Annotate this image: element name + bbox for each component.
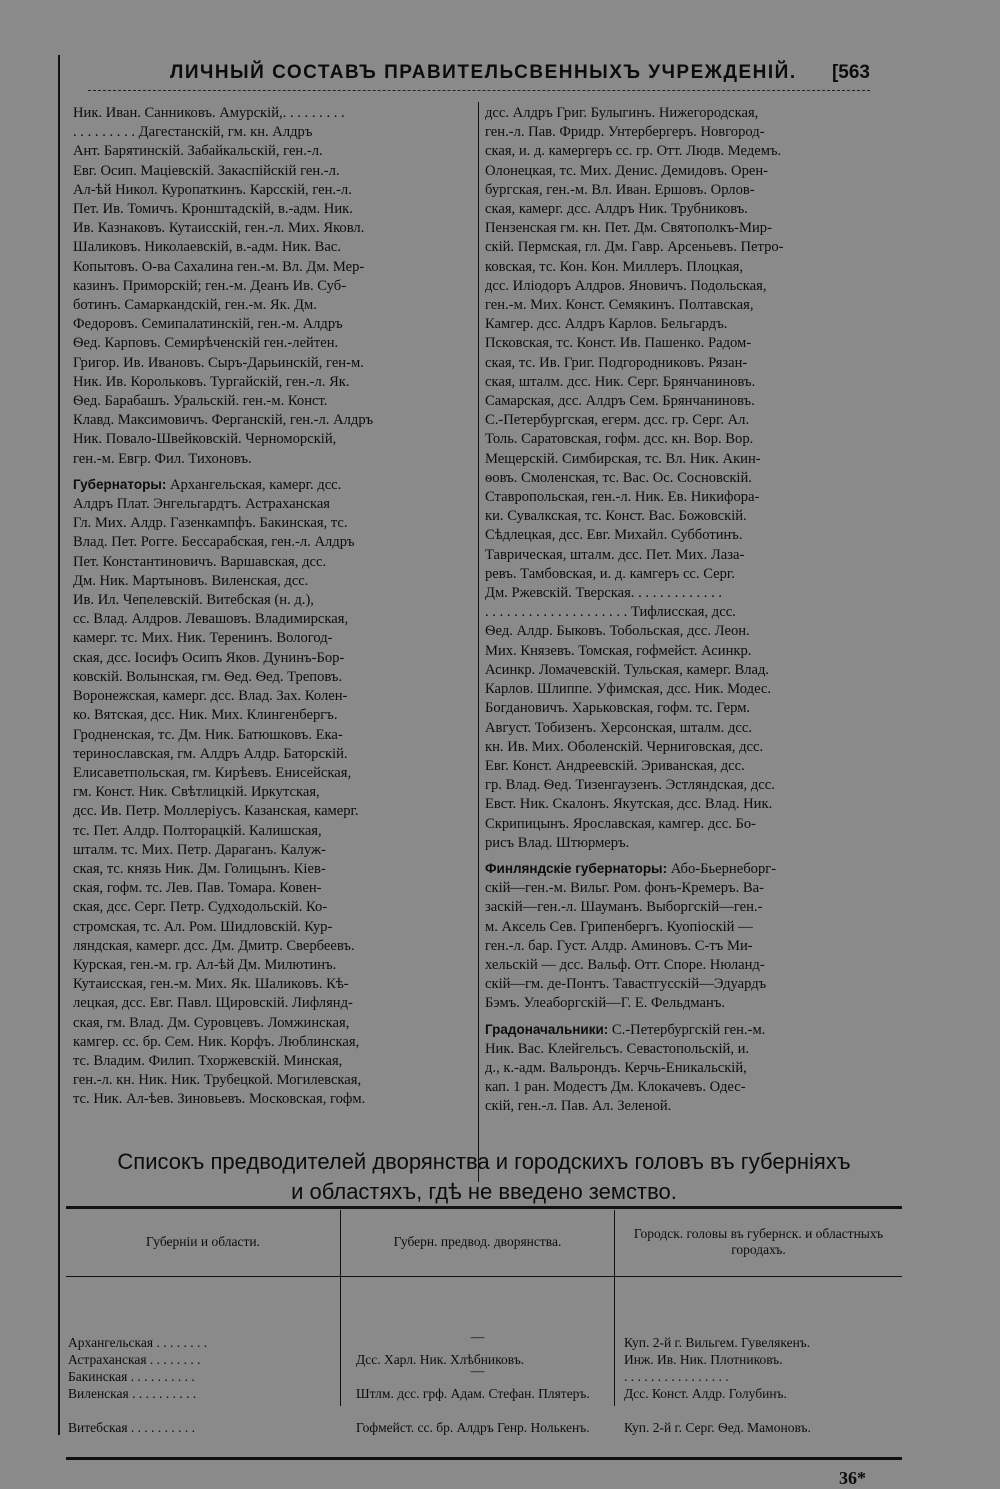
text-line: Влад. Пет. Рогге. Бессарабская, ген.-л. Алдръ [73,534,355,551]
text-line: Ѳед. Карповъ. Семирѣченскiй ген.-лейтен. [73,335,339,352]
table-row-pred: Гофмейст. сс. бр. Алдръ Генр. Нолькенъ. [356,1420,590,1435]
text-line: Воронежская, камерг. дсс. Влад. Зах. Колен- [73,688,348,705]
text-line: Карлов. Шлиппе. Уфимская, дсс. Ник. Модес. [485,681,772,698]
table-top-rule [66,1206,902,1209]
list-title [58,1147,910,1207]
table-row-pred: Штлм. дсс. грф. Адам. Стефан. Плятеръ. [356,1386,590,1401]
text-line: стромская, тс. Ал. Ром. Шидловскiй. Кур- [73,918,333,935]
header-marshal: Губерн. предвод. дворянства. [393,1234,562,1249]
table-row-gub: Архангельская . . . . . . . . [68,1335,208,1350]
text-line: сс. Влад. Алдров. Левашовъ. Владимирская, [73,611,349,628]
header-mayor: Городск. головы въ губернск. и областныхъ городахъ. [633,1226,884,1257]
text-line: тс. Владим. Филип. Тхоржевскiй. Минская, [73,1052,343,1069]
text-line: Федоровъ. Семипалатинскiй, ген.-м. Алдръ [73,316,343,333]
table-row-gol: Куп. 2-й г. Серг. Ѳед. Мамоновъ. [624,1420,811,1435]
text-line: Градоначальники: С.-Петербургскiй ген.-м. [485,1021,766,1038]
text-line: ген.-л. кн. Ник. Ник. Трубецкой. Могилевская, [73,1072,362,1089]
text-line: теринославская, гм. Алдръ Алдр. Баторскiй. [73,745,348,762]
text-line: лецкая, дсс. Евг. Павл. Щировскiй. Лифлянд- [73,995,353,1012]
running-title: ЛИЧНЫЙ СОСТАВЪ ПРАВИТЕЛЬСВЕННЫХЪ УЧРЕЖДЕНIЙ. [170,62,797,83]
text-line: ки. Сувалкская, тс. Конст. Вас. Божовскiй. [485,508,747,525]
text-line: Ѳед. Алдр. Быковъ. Тобольская, дсс. Леон. [485,623,750,640]
text-line: ская, дсс. Серг. Петр. Судходольскiй. Ко- [73,899,328,916]
text-line: Ант. Барятинскiй. Забайкальскiй, ген.-л. [73,143,323,160]
text-line: Копытовъ. О-ва Сахалина ген.-м. Вл. Дм. Мер- [73,258,365,275]
nobility-table [66,1210,902,1406]
table-row-gub: Бакинская . . . . . . . . . . [68,1369,195,1384]
text-line: Таврическая, шталм. дсс. Пет. Мих. Лаза- [485,546,745,563]
text-line: Шаликовъ. Николаевскiй, в.-адм. Ник. Вас. [73,239,341,256]
text-line: Пет. Константиновичъ. Варшавская, дсс. [73,553,327,570]
section-heading: Градоначальники: [485,1021,609,1037]
text-line: . . . . . . . . . . . . . . . . . . . . Тифлисская, дсс. [485,604,736,621]
text-line: ген.-л. Пав. Фридр. Унтербергеръ. Новгород- [485,124,765,141]
table-row-pred: — [470,1329,485,1344]
section-heading: Финляндскiе губернаторы: [485,860,668,876]
list-title-line-1: Списокъ предводителей дворянства и городскихъ головъ въ губернiяхъ [117,1149,851,1174]
text-line: ковскiй. Волынская, гм. Ѳед. Ѳед. Треповъ. [73,668,343,685]
text-line: Финляндскiе губернаторы: Або-Бьернеборг- [485,860,777,877]
text-line: Мих. Князевъ. Томская, гофмейст. Асинкр. [485,642,752,659]
document-page [58,52,910,1488]
text-line: дсс. Илiодоръ Алдров. Яновичъ. Подольская, [485,277,767,294]
list-title-line-2: и областяхъ, гдѣ не введено земство. [291,1179,677,1204]
header-rule [88,90,870,97]
table-row-gol: Инж. Ив. Ник. Плотниковъ. [624,1352,783,1367]
text-line: Евст. Ник. Скалонъ. Якутская, дсс. Влад. Ник. [485,796,773,813]
text-line: Скрипицынъ. Ярославская, камгер. дсс. Бо- [485,815,757,832]
text-line: Богдановичъ. Харьковская, гофм. тс. Герм. [485,700,751,717]
text-line: Елисаветпольская, гм. Кирѣевъ. Енисейская, [73,764,352,781]
text-line: заскiй—ген.-л. Шауманъ. Выборгскiй—ген.- [485,899,763,916]
text-line: камгер. сс. бр. Сем. Ник. Корфъ. Люблинская, [73,1033,360,1050]
text-line: Дм. Ржевскiй. Тверская. . . . . . . . . . . . . [485,585,723,602]
column-divider [478,102,479,1182]
section-heading: Губернаторы: [73,476,167,492]
text-line: ская, дсс. Iосифъ Осипъ Яков. Дунинъ-Бор- [73,649,345,666]
table-row-gol: Дсс. Конст. Алдр. Голубинъ. [624,1386,787,1401]
text-line: Ал-ѣй Никол. Куропаткинъ. Карсскiй, ген.-л. [73,181,352,198]
text-line: Гл. Мих. Алдр. Газенкампфъ. Бакинская, тс. [73,515,348,532]
text-line: Курская, ген.-м. гр. Ал-ѣй Дм. Милютинъ. [73,956,337,973]
text-line: ген.-м. Евгр. Фил. Тихоновъ. [73,450,252,467]
text-line: Ник. Ив. Корольковъ. Тургайскiй, ген.-л. Як. [73,373,350,390]
text-line: Пензенская гм. кн. Пет. Дм. Святополкъ-Мир- [485,220,772,237]
header-governorate: Губернiи и области. [146,1234,260,1249]
text-line: Дм. Ник. Мартыновъ. Виленская, дсс. [73,572,309,589]
table-row-gub: Виленская . . . . . . . . . . [68,1386,197,1401]
text-line: ская, гм. Влад. Дм. Суровцевъ. Ломжинская, [73,1014,350,1031]
text-line: ѳовъ. Смоленская, тс. Вас. Ос. Сосновскiй. [485,469,752,486]
text-line: Ставропольская, ген.-л. Ник. Ев. Никифора- [485,489,760,506]
text-line: ская, тс. князь Ник. Дм. Голицынъ. Кiев- [73,860,326,877]
text-line: Мещерскiй. Симбирская, тс. Вл. Ник. Акин- [485,450,761,467]
table-row-pred: Дсс. Харл. Ник. Хлѣбниковъ. [356,1352,525,1367]
text-line: бургская, ген.-м. Вл. Иван. Ершовъ. Орлов- [485,181,755,198]
text-line: ботинъ. Самаркандскiй, ген.-м. Як. Дм. [73,297,317,314]
text-line: ген.-м. Мих. Конст. Семякинъ. Полтавская, [485,297,754,314]
text-line: ляндская, камерг. дсс. Дм. Дмитр. Свербеевъ. [73,937,355,954]
text-line: камерг. тс. Мих. Ник. Теренинъ. Вологод- [73,630,333,647]
text-line: Евг. Осип. Мацiевскiй. Закаспiйскiй ген.-л. [73,162,340,179]
text-line: тс. Ник. Ал-ѣев. Зиновьевъ. Московская, гофм. [73,1091,366,1108]
text-line: д., к.-адм. Вальрондъ. Керчь-Еникальскiй, [485,1059,747,1076]
text-line: м. Аксель Сев. Грипенбергъ. Куопiоскiй — [485,918,753,935]
right-column [485,104,877,1117]
text-line: скiй—гм. де-Понтъ. Тавастгусскiй—Эдуардъ [485,976,767,993]
text-line: скiй. Пермская, гл. Дм. Гавр. Арсеньевъ. Петро- [485,239,784,256]
text-line: С.-Петербургская, егерм. дсс. гр. Серг. Ал. [485,412,750,429]
text-line: . . . . . . . . . Дагестанскiй, гм. кн. Алдръ [73,124,313,141]
text-line: Август. Тобизенъ. Херсонская, шталм. дсс. [485,719,752,736]
text-line: Бэмъ. Улеаборгскiй—Г. Е. Фельдманъ. [485,995,726,1012]
text-line: ко. Вятская, дсс. Ник. Мих. Клингенбергъ. [73,707,338,724]
text-line: дсс. Алдръ Григ. Булыгинъ. Нижегородская, [485,105,759,121]
text-line: дсс. Ив. Петр. Моллерiусъ. Казанская, камерг. [73,803,359,820]
text-line: ген.-л. бар. Густ. Алдр. Аминовъ. С-тъ Ми- [485,937,753,954]
text-line: Ив. Ил. Чепелевскiй. Витебская (н. д.), [73,592,314,609]
table-header-rule [66,1276,902,1277]
table-row-gol: Куп. 2-й г. Вильгем. Гувелякенъ. [624,1335,811,1350]
table-bottom-rule [66,1457,902,1460]
text-line: Ѳед. Барабашъ. Уральскiй. ген.-м. Конст. [73,393,328,410]
text-line: тс. Пет. Алдр. Полторацкiй. Калишская, [73,822,322,839]
text-line: гр. Влад. Ѳед. Тизенгаузенъ. Эстляндская, дсс. [485,777,775,794]
text-line: ская, шталм. дсс. Ник. Серг. Брянчаниновъ. [485,373,756,390]
text-line: кап. 1 ран. Модестъ Дм. Клокачевъ. Одес- [485,1079,746,1096]
text-line: Пет. Ив. Томичъ. Кронштадскiй, в.-адм. Ник. [73,201,353,218]
text-line: Ник. Повало-Швейковскiй. Черноморскiй, [73,431,337,448]
text-line: скiй—ген.-м. Вильг. Ром. фонъ-Кремеръ. Ва- [485,880,764,897]
text-line: Самарская, дсс. Алдръ Сем. Брянчаниновъ. [485,393,755,410]
text-line: ская, и. д. камергеръ сс. гр. Отт. Людв. Медемъ. [485,143,782,160]
page-header [58,62,910,92]
page-number: [563 [831,62,870,83]
text-line: ская, камерг. дсс. Алдръ Ник. Трубниковъ. [485,201,748,218]
text-line: Кутаисская, ген.-м. Мих. Як. Шаликовъ. Кѣ- [73,976,349,993]
signature-mark: 36* [839,1468,866,1488]
text-line: Камгер. дсс. Алдръ Карлов. Бельгардъ. [485,316,728,333]
table-row-pred: — [470,1363,485,1378]
text-line: ская, гофм. тс. Лев. Пав. Томара. Ковен- [73,880,322,897]
text-line: гм. Конст. Ник. Свѣтлицкiй. Иркутская, [73,784,320,801]
text-line: Ник. Иван. Санниковъ. Амурскiй,. . . . . . . . . [73,105,345,121]
text-line: кн. Ив. Мих. Оболенскiй. Черниговская, дсс. [485,738,764,755]
text-line: Ник. Вас. Клейгельсъ. Севастопольскiй, и. [485,1040,750,1057]
text-line: ковская, тс. Кон. Кон. Миллеръ. Плоцкая, [485,258,744,275]
text-line: ревъ. Тамбовская, и. д. камгеръ сс. Серг. [485,565,735,582]
left-column [73,104,465,1110]
table-row-gol: . . . . . . . . . . . . . . . . [624,1369,729,1384]
text-line: Сѣдлецкая, дсс. Евг. Михайл. Субботинъ. [485,527,743,544]
text-line: ская, тс. Ив. Григ. Подгородниковъ. Рязан- [485,354,748,371]
text-line: шталм. тс. Мих. Петр. Дараганъ. Калуж- [73,841,326,858]
text-line: Гродненская, тс. Дм. Ник. Батюшковъ. Ека- [73,726,343,743]
text-line: Евг. Конст. Андреевскiй. Эриванская, дсс. [485,757,745,774]
text-line: Губернаторы: Архангельская, камерг. дсс. [73,476,342,493]
text-line: Толь. Саратовская, гофм. дсс. кн. Вор. Вор. [485,431,754,448]
table-row-gub: Астраханская . . . . . . . . [68,1352,201,1367]
text-line: хельскiй — дсс. Вальф. Отт. Споре. Нюланд- [485,956,765,973]
text-line: Олонецкая, тс. Мих. Денис. Демидовъ. Орен- [485,162,769,179]
text-line: скiй, ген.-л. Пав. Ал. Зеленой. [485,1098,672,1115]
text-line: Ив. Казнаковъ. Кутаисскiй, ген.-л. Мих. Яковл. [73,220,365,237]
text-line: казинъ. Приморскiй; ген.-м. Деанъ Ив. Суб- [73,277,347,294]
text-line: Григор. Ив. Ивановъ. Сыръ-Дарьинскiй, ген-м. [73,354,364,371]
text-line: Алдръ Плат. Энгельгардтъ. Астраханская [73,496,331,513]
text-line: рисъ Влад. Штюрмеръ. [485,834,630,851]
text-line: Асинкр. Ломачевскiй. Тульская, камерг. Влад. [485,661,770,678]
text-line: Клавд. Максимовичъ. Ферганскiй, ген.-л. Алдръ [73,412,374,429]
text-line: Псковская, тс. Конст. Ив. Пашенко. Радом- [485,335,752,352]
table-row-gub: Витебская . . . . . . . . . . [68,1420,196,1435]
